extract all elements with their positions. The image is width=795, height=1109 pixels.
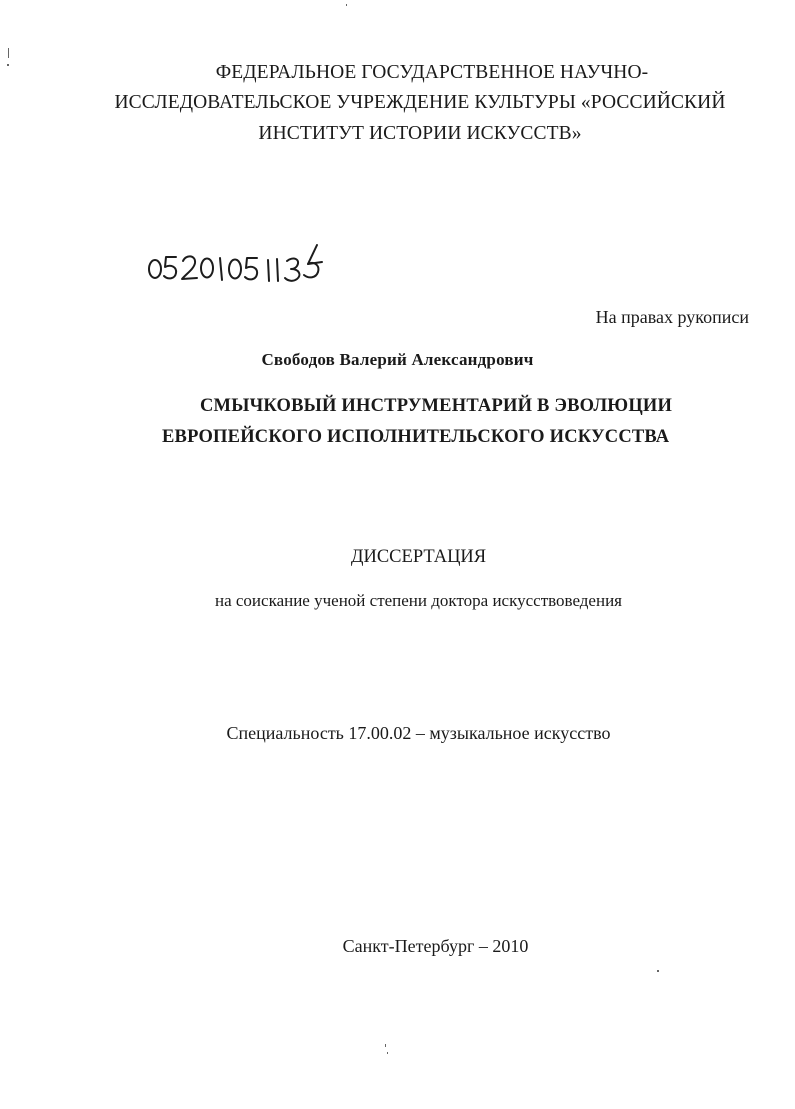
scan-mark: [387, 1052, 388, 1054]
scan-mark: [346, 4, 347, 6]
place-and-year: Санкт-Петербург – 2010: [342, 936, 529, 956]
author-name: Свободов Валерий Александрович: [261, 350, 534, 369]
scan-mark: [8, 48, 9, 58]
organization-line-1: ФЕДЕРАЛЬНОЕ ГОСУДАРСТВЕННОЕ НАУЧНО-: [215, 62, 649, 83]
speciality: Специальность 17.00.02 – музыкальное искусство: [226, 723, 611, 743]
organization-line-3: ИНСТИТУТ ИСТОРИИ ИСКУССТВ»: [258, 123, 582, 144]
handwritten-inventory-number: [146, 242, 346, 286]
rights-note: На правах рукописи: [595, 307, 749, 327]
organization-line-2: ИССЛЕДОВАТЕЛЬСКОЕ УЧРЕЖДЕНИЕ КУЛЬТУРЫ «РОССИЙСКИЙ: [114, 92, 726, 113]
scan-mark: [385, 1044, 386, 1047]
scan-mark: [657, 970, 659, 972]
document-type: ДИССЕРТАЦИЯ: [350, 547, 487, 567]
title-line-1: СМЫЧКОВЫЙ ИНСТРУМЕНТАРИЙ В ЭВОЛЮЦИИ: [200, 396, 673, 416]
degree-statement: на соискание ученой степени доктора искусствоведения: [214, 591, 622, 610]
title-line-2: ЕВРОПЕЙСКОГО ИСПОЛНИТЕЛЬСКОГО ИСКУССТВА: [162, 427, 670, 447]
scan-mark: [7, 64, 9, 66]
